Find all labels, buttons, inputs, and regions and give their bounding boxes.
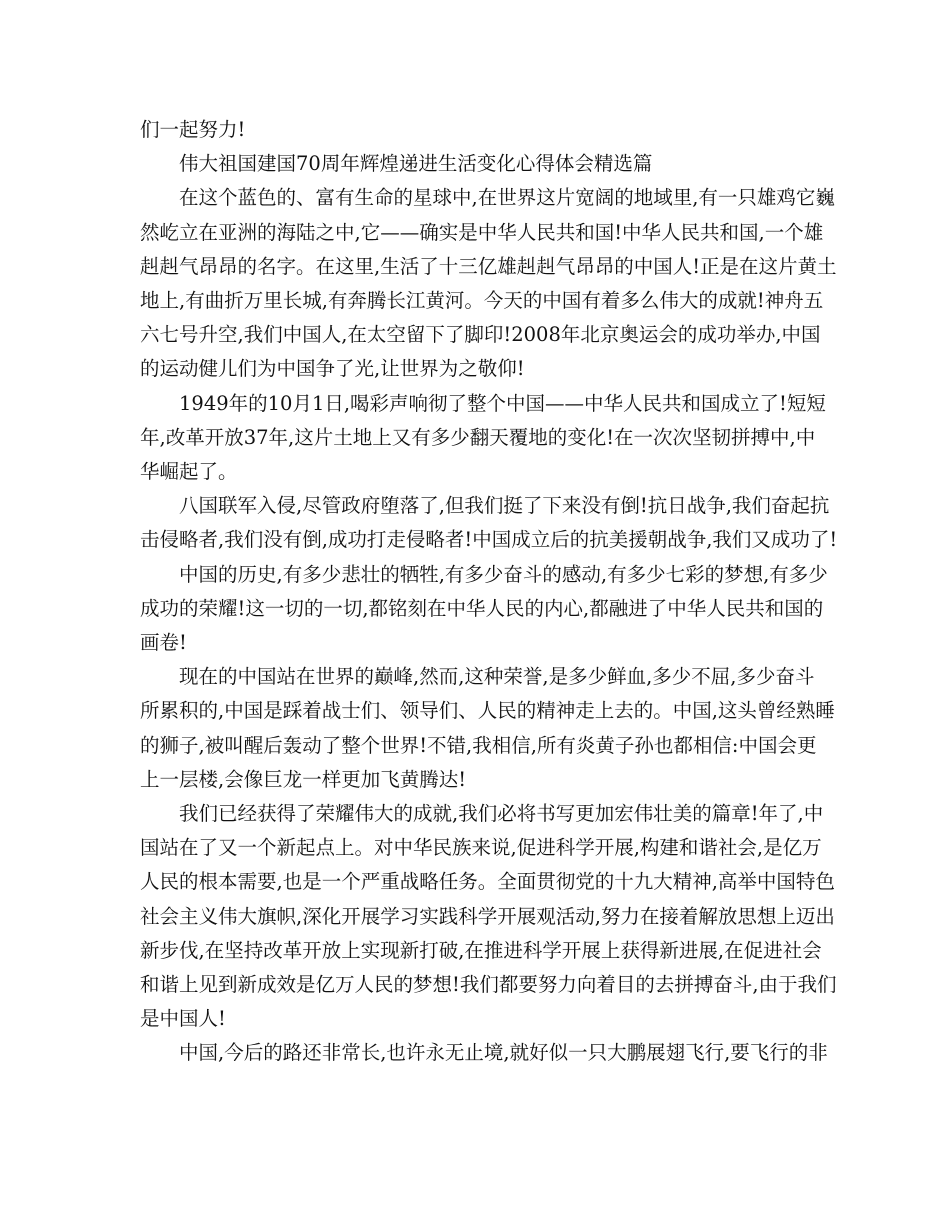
text-line: 社会主义伟大旗帜,深化开展学习实践科学开展观活动,努力在接着解放思想上迈出 xyxy=(140,904,835,928)
text-line: 人民的根本需要,也是一个严重战略任务。全面贯彻党的十九大精神,高举中国特色 xyxy=(140,870,835,894)
text-line: 们一起努力! xyxy=(140,118,246,141)
text-line: 华崛起了。 xyxy=(140,460,238,484)
text-line: 在这个蓝色的、富有生命的星球中,在世界这片宽阔的地域里,有一只雄鸡它巍 xyxy=(179,186,835,210)
text-line: 1949年的10月1日,喝彩声响彻了整个中国——中华人民共和国成立了!短短 xyxy=(179,391,826,415)
text-line: 赳赳气昂昂的名字。在这里,生活了十三亿雄赳赳气昂昂的中国人!正是在这片黄土 xyxy=(140,254,837,278)
text-line: 六七号升空,我们中国人,在太空留下了脚印!2008年北京奥运会的成功举办,中国 xyxy=(140,323,821,347)
text-line: 年,改革开放37年,这片土地上又有多少翻天覆地的变化!在一次次坚韧拼搏中,中 xyxy=(140,425,816,449)
text-line: 八国联军入侵,尽管政府堕落了,但我们挺了下来没有倒!抗日战争,我们奋起抗 xyxy=(179,494,830,518)
text-line: 的运动健儿们为中国争了光,让世界为之敬仰! xyxy=(140,357,525,381)
text-line: 现在的中国站在世界的巅峰,然而,这种荣誉,是多少鲜血,多少不屈,多少奋斗 xyxy=(179,665,815,689)
text-line: 成功的荣耀!这一切的一切,都铭刻在中华人民的内心,都融进了中华人民共和国的 xyxy=(140,596,824,620)
text-line: 新步伐,在坚持改革开放上实现新打破,在推进科学开展上获得新进展,在促进社会 xyxy=(140,938,822,962)
text-line: 我们已经获得了荣耀伟大的成就,我们必将书写更加宏伟壮美的篇章!年了,中 xyxy=(179,802,824,826)
text-line: 的狮子,被叫醒后轰动了整个世界!不错,我相信,所有炎黄子孙也都相信:中国会更 xyxy=(140,733,817,757)
text-line: 中国的历史,有多少悲壮的牺牲,有多少奋斗的感动,有多少七彩的梦想,有多少 xyxy=(179,562,828,586)
text-line: 所累积的,中国是踩着战士们、领导们、人民的精神走上去的。中国,这头曾经熟睡 xyxy=(140,699,835,723)
text-line: 击侵略者,我们没有倒,成功打走侵略者!中国成立后的抗美援朝战争,我们又成功了! xyxy=(140,528,838,552)
text-line: 是中国人! xyxy=(140,1007,226,1031)
text-line: 国站在了又一个新起点上。对中华民族来说,促进科学开展,构建和谐社会,是亿万 xyxy=(140,836,822,860)
text-line: 然屹立在亚洲的海陆之中,它——确实是中华人民共和国!中华人民共和国,一个雄 xyxy=(140,220,824,244)
text-line: 中国,今后的路还非常长,也许永无止境,就好似一只大鹏展翅飞行,要飞行的非 xyxy=(179,1041,828,1065)
text-line: 上一层楼,会像巨龙一样更加飞黄腾达! xyxy=(140,767,467,791)
section-heading: 伟大祖国建国70周年辉煌递进生活变化心得体会精选篇 xyxy=(179,152,653,176)
text-line: 画卷! xyxy=(140,631,187,655)
text-line: 和谐上见到新成效是亿万人民的梦想!我们都要努力向着目的去拼搏奋斗,由于我们 xyxy=(140,973,837,997)
document-page xyxy=(140,113,838,1071)
text-line: 地上,有曲折万里长城,有奔腾长江黄河。今天的中国有着多么伟大的成就!神舟五 xyxy=(140,289,824,313)
